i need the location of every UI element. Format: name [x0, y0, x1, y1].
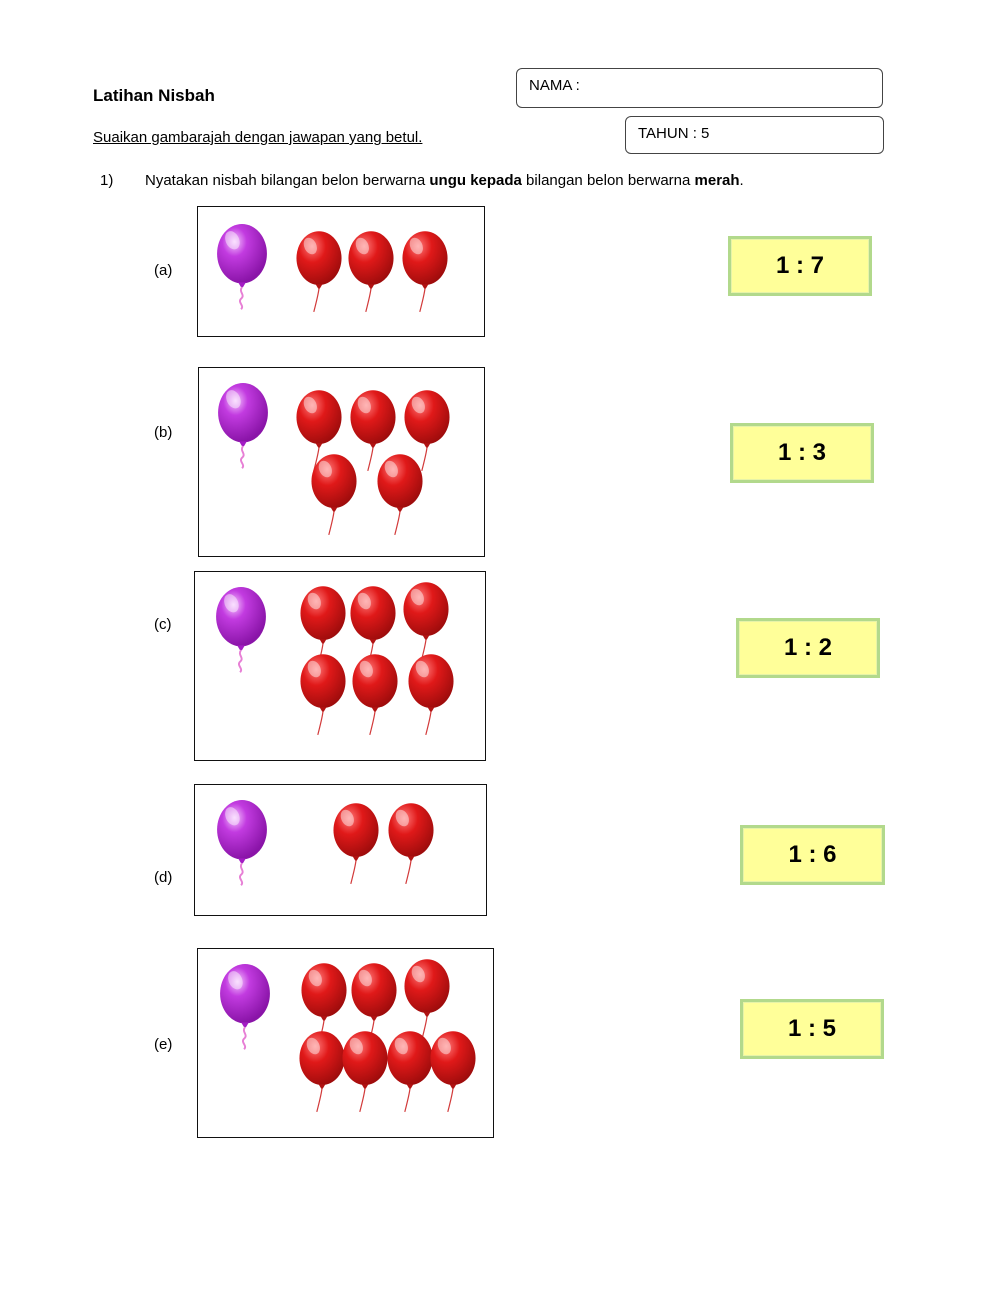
purple-balloon-icon [211, 586, 271, 678]
red-balloon-icon [405, 648, 457, 742]
red-balloon-icon [330, 797, 382, 891]
year-field[interactable]: TAHUN : 5 [625, 116, 884, 154]
picture-box-a[interactable] [197, 206, 485, 337]
picture-box-b[interactable] [198, 367, 485, 557]
answer-card-2[interactable]: 1 : 3 [730, 423, 874, 483]
red-balloon-icon [349, 648, 401, 742]
picture-box-d[interactable] [194, 784, 487, 916]
red-balloon-icon [297, 648, 349, 742]
question-text [145, 172, 744, 189]
picture-label-c: (c) [154, 616, 172, 633]
purple-balloon-icon [212, 223, 272, 315]
purple-balloon-icon [215, 963, 275, 1055]
answer-card-1[interactable]: 1 : 7 [728, 236, 872, 296]
picture-label-a: (a) [154, 262, 173, 279]
picture-label-e: (e) [154, 1036, 173, 1053]
picture-label-d: (d) [154, 869, 173, 886]
question-number: 1) [100, 172, 114, 189]
question-bold-part: ungu kepada [429, 172, 522, 189]
purple-balloon-icon [212, 799, 272, 891]
red-balloon-icon [374, 448, 426, 542]
question-text-part: Nyatakan nisbah bilangan belon berwarna [145, 172, 430, 189]
answer-card-3[interactable]: 1 : 2 [736, 618, 880, 678]
answer-card-4[interactable]: 1 : 6 [740, 825, 885, 885]
question-text-part: . [739, 172, 744, 189]
picture-box-c[interactable] [194, 571, 486, 761]
red-balloon-icon [308, 448, 360, 542]
question-bold-part: merah [694, 172, 740, 189]
red-balloon-icon [399, 225, 451, 319]
red-balloon-icon [345, 225, 397, 319]
question-text-part: bilangan belon berwarna [521, 172, 695, 189]
answer-card-5[interactable]: 1 : 5 [740, 999, 884, 1059]
red-balloon-icon [385, 797, 437, 891]
instruction-text: Suaikan gambarajah dengan jawapan yang betul. [93, 129, 423, 146]
picture-box-e[interactable] [197, 948, 494, 1138]
picture-label-b: (b) [154, 424, 173, 441]
red-balloon-icon [427, 1025, 479, 1119]
purple-balloon-icon [213, 382, 273, 474]
worksheet-title: Latihan Nisbah [93, 86, 215, 105]
name-field[interactable]: NAMA : [516, 68, 883, 108]
red-balloon-icon [293, 225, 345, 319]
